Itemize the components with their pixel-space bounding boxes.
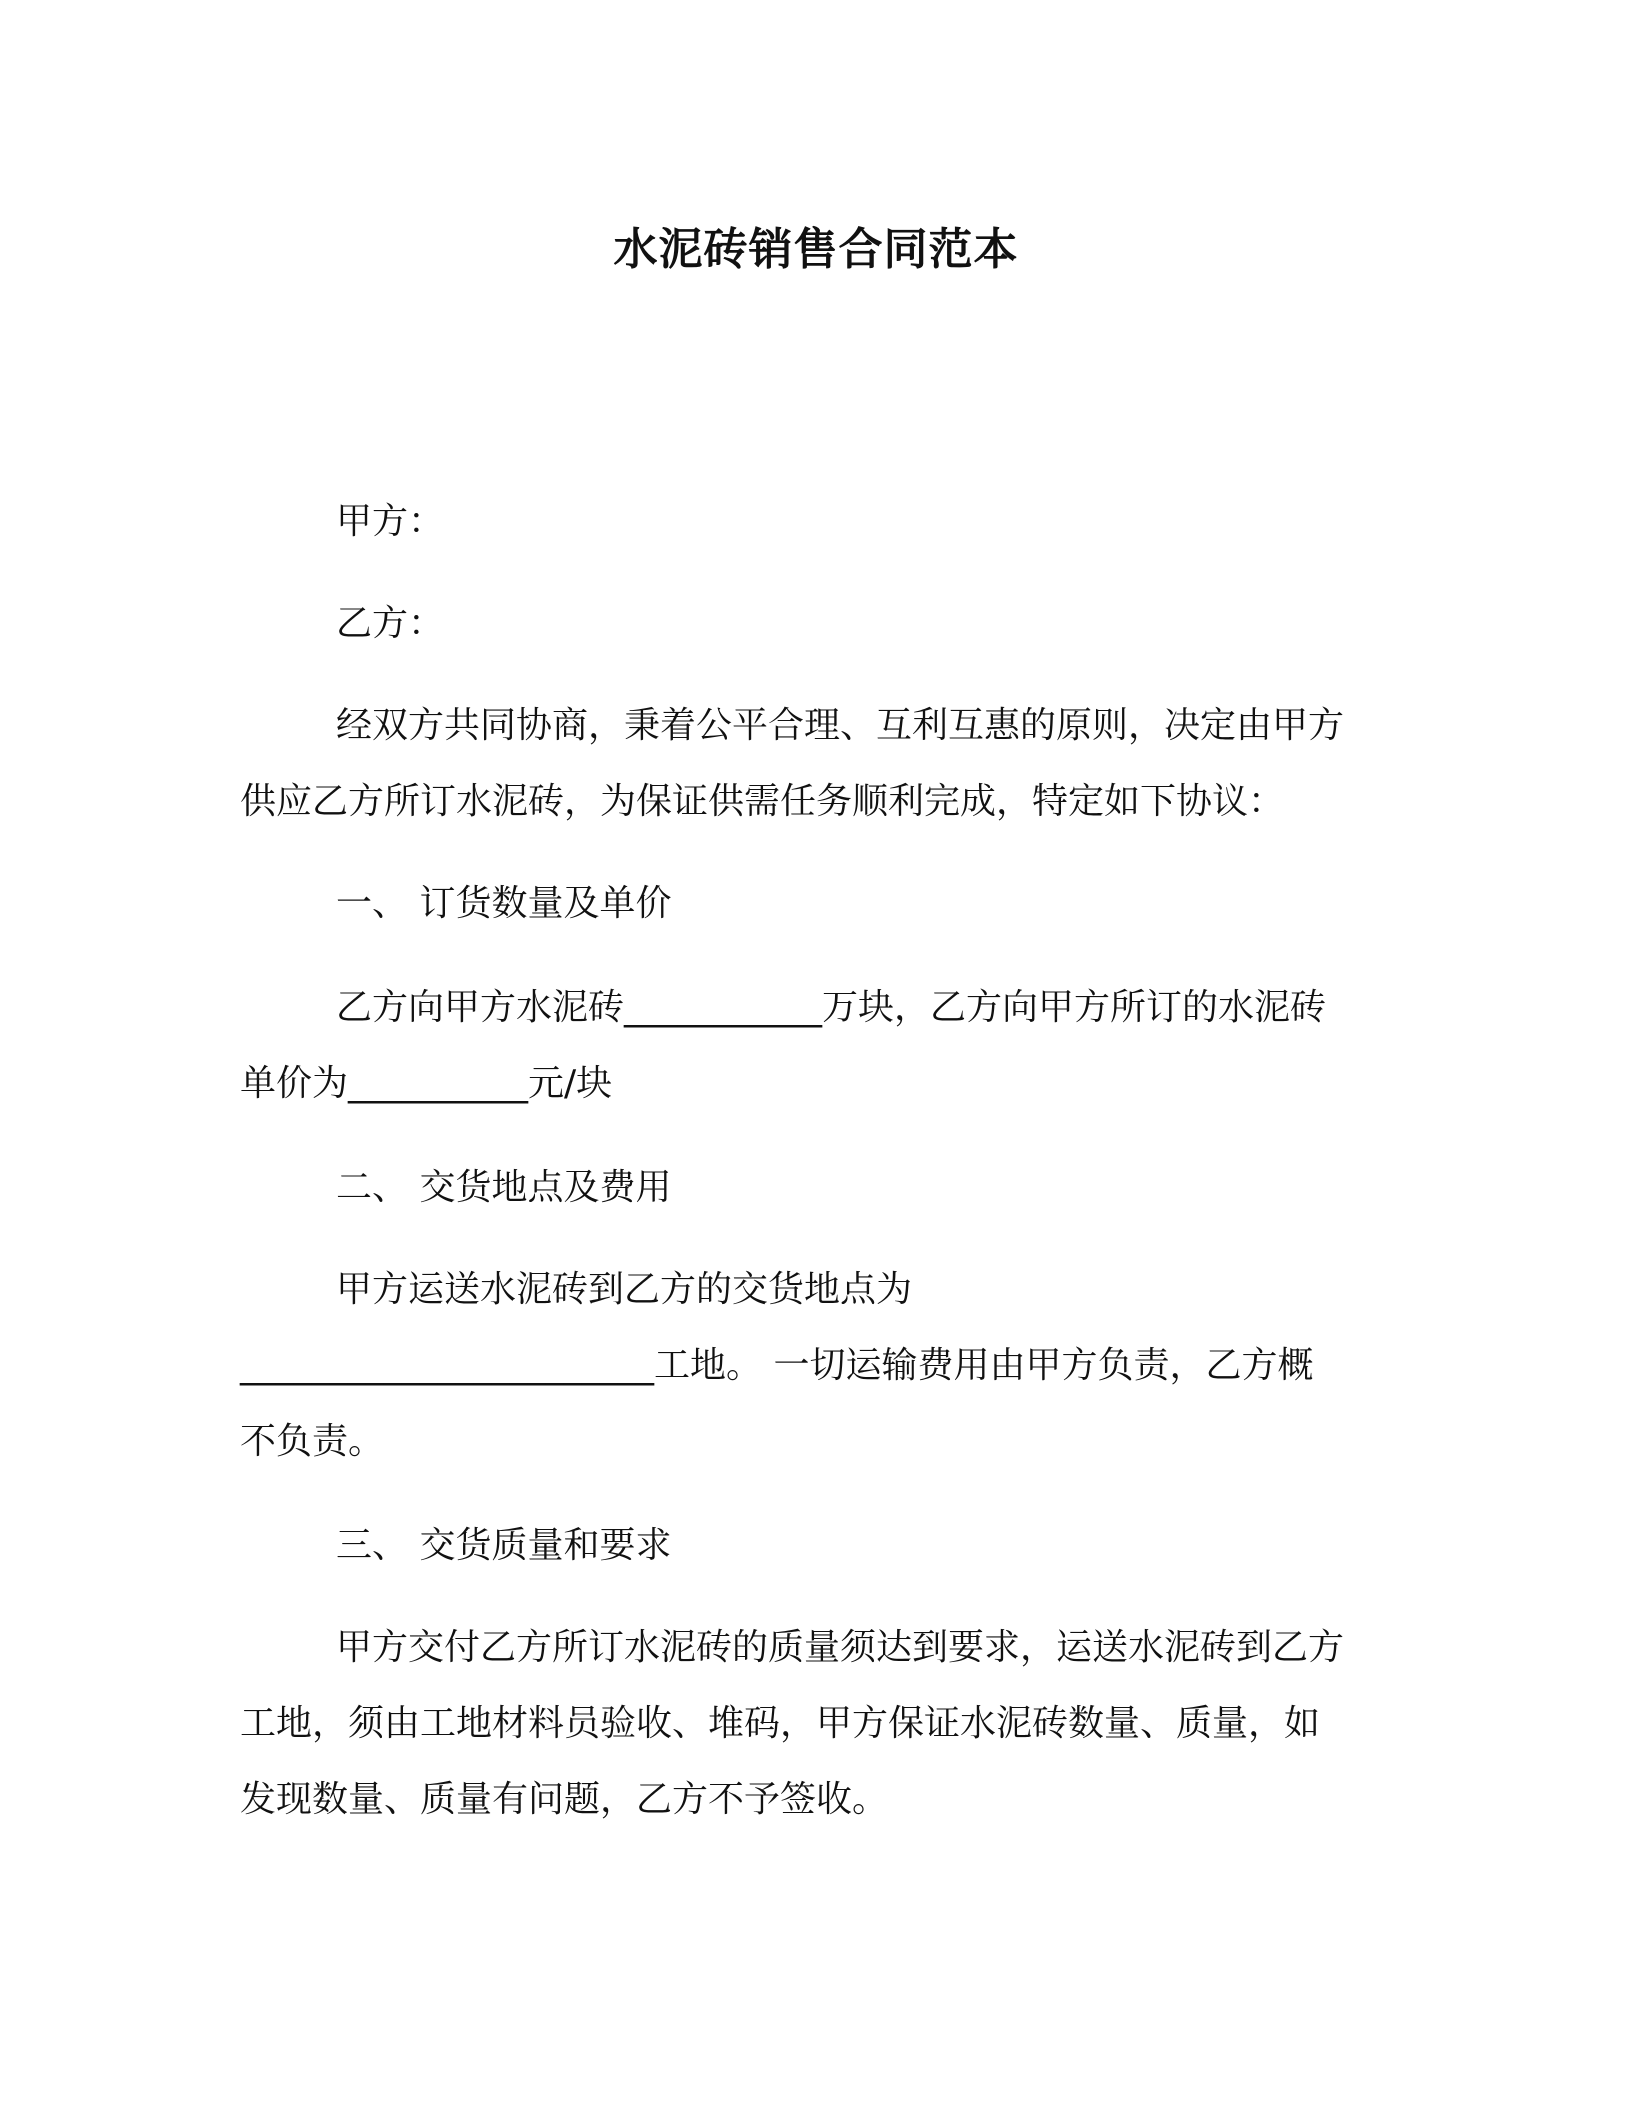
section-3-line-1: 甲方交付乙方所订水泥砖的质量须达到要求，运送水泥砖到乙方 xyxy=(336,1627,1345,1668)
section-2-line-1: 甲方运送水泥砖到乙方的交货地点为 xyxy=(336,1269,913,1310)
party-b-label: 乙方： xyxy=(336,603,445,644)
section-3-heading: 三、 交货质量和要求 xyxy=(336,1525,672,1566)
section-3-line-3: 发现数量、质量有问题，乙方不予签收。 xyxy=(240,1779,889,1820)
section-1-line-2: 单价为__________元/块 xyxy=(240,1063,613,1104)
intro-line-1: 经双方共同协商，秉着公平合理、互利互惠的原则，决定由甲方 xyxy=(336,705,1345,746)
party-a-label: 甲方： xyxy=(336,501,445,542)
section-2-heading: 二、 交货地点及费用 xyxy=(336,1167,672,1208)
intro-line-2: 供应乙方所订水泥砖，为保证供需任务顺利完成，特定如下协议： xyxy=(240,781,1285,822)
section-2-line-3: 不负责。 xyxy=(240,1421,385,1462)
section-1-heading: 一、 订货数量及单价 xyxy=(336,883,672,924)
section-3-line-2: 工地，须由工地材料员验收、堆码，甲方保证水泥砖数量、质量，如 xyxy=(240,1703,1321,1744)
document-title: 水泥砖销售合同范本 xyxy=(613,224,1019,275)
section-2-line-2: _______________________工地。 一切运输费用由甲方负责，乙方概 xyxy=(240,1345,1314,1386)
section-1-line-1: 乙方向甲方水泥砖___________万块，乙方向甲方所订的水泥砖 xyxy=(336,987,1327,1028)
